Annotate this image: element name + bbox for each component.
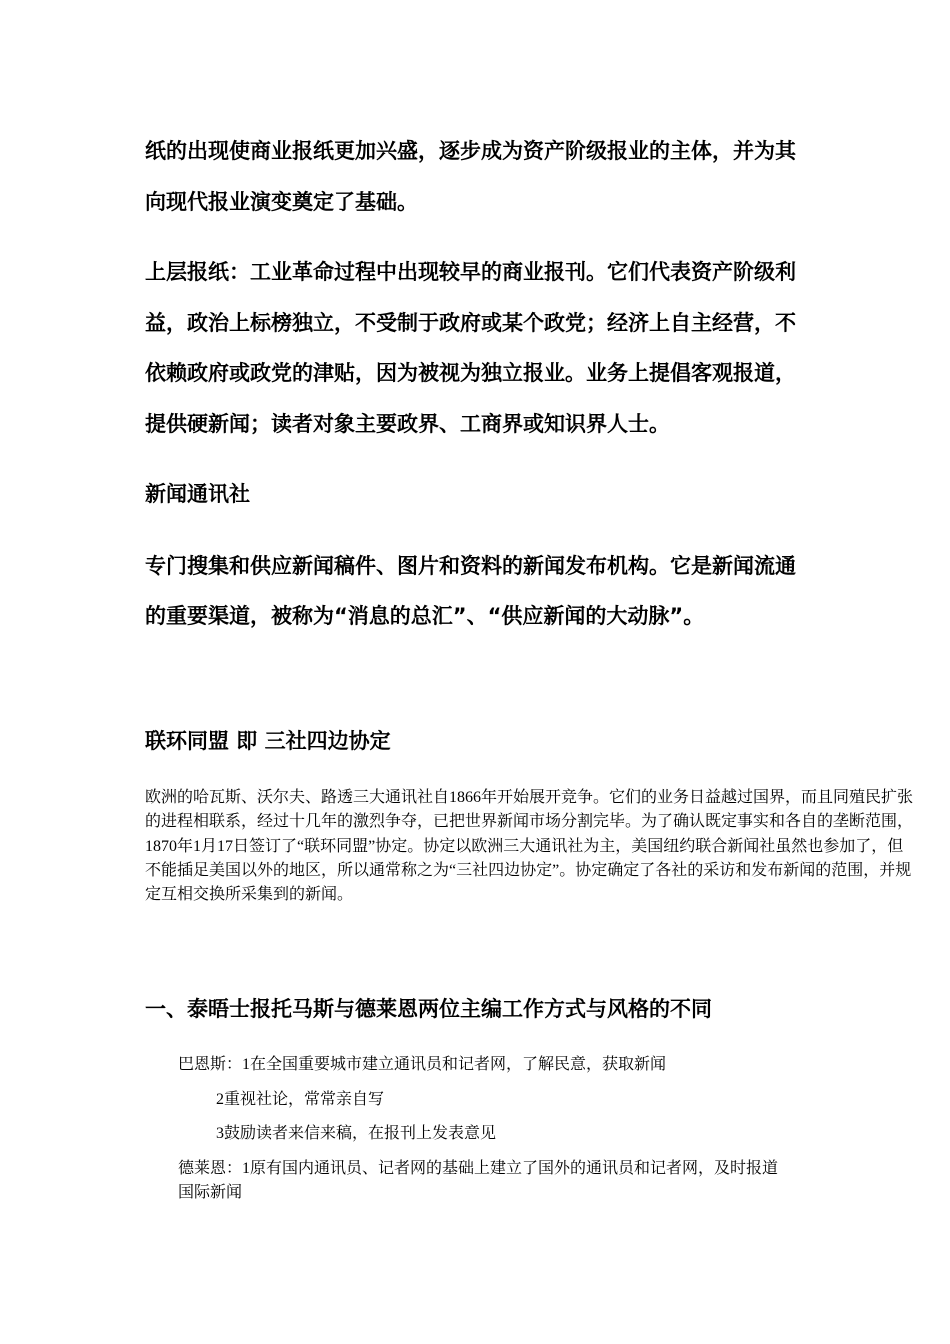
news-agency-heading: 新闻通讯社 bbox=[145, 482, 250, 506]
barnes-point-2: 2重视社论，常常亲自写 bbox=[216, 1091, 385, 1108]
alliance-heading: 联环同盟 即 三社四边协定 bbox=[145, 729, 391, 753]
upper-papers-line-1: 上层报纸：工业革命过程中出现较早的商业报刊。它们代表资产阶级利 bbox=[145, 260, 796, 284]
intro-line-1: 纸的出现使商业报纸更加兴盛，逐步成为资产阶级报业的主体，并为其 bbox=[145, 139, 796, 163]
upper-papers-line-4: 提供硬新闻；读者对象主要政界、工商界或知识界人士。 bbox=[145, 412, 670, 436]
times-editors-heading: 一、泰晤士报托马斯与德莱恩两位主编工作方式与风格的不同 bbox=[145, 997, 712, 1021]
barnes-point-1: 巴恩斯：1在全国重要城市建立通讯员和记者网，了解民意，获取新闻 bbox=[178, 1056, 667, 1073]
barnes-point-3: 3鼓励读者来信来稿，在报刊上发表意见 bbox=[216, 1125, 497, 1142]
delane-point-1-line-1: 德莱恩：1原有国内通讯员、记者网的基础上建立了国外的通讯员和记者网，及时报道 bbox=[178, 1160, 779, 1177]
news-agency-line-1: 专门搜集和供应新闻稿件、图片和资料的新闻发布机构。它是新闻流通 bbox=[145, 554, 796, 578]
alliance-paragraph: 欧洲的哈瓦斯、沃尔夫、路透三大通讯社自1866年开始展开竞争。它们的业务日益越过国界，而且同殖民扩张的进程相联系，经过十几年的激烈争夺，已把世界新闻市场分割完毕。为了确认既定事实和各自的垄断范围，1870年1月17日签订了“联环同盟”协定。协定以欧洲三大通讯社为主，美国纽约联合新闻社虽然也参加了，但不能插足美国以外的地区，所以通常称之为“三社四边协定”。协定确定了各社的采访和发布新闻的范围，并规定互相交换所采集到的新闻。 bbox=[145, 789, 914, 904]
intro-line-2: 向现代报业演变奠定了基础。 bbox=[145, 190, 418, 214]
upper-papers-line-2: 益，政治上标榜独立，不受制于政府或某个政党；经济上自主经营，不 bbox=[145, 311, 796, 335]
delane-point-1-line-2: 国际新闻 bbox=[178, 1184, 243, 1201]
upper-papers-line-3: 依赖政府或政党的津贴，因为被视为独立报业。业务上提倡客观报道， bbox=[145, 361, 796, 385]
news-agency-line-2: 的重要渠道，被称为“消息的总汇”、“供应新闻的大动脉”。 bbox=[145, 604, 705, 628]
